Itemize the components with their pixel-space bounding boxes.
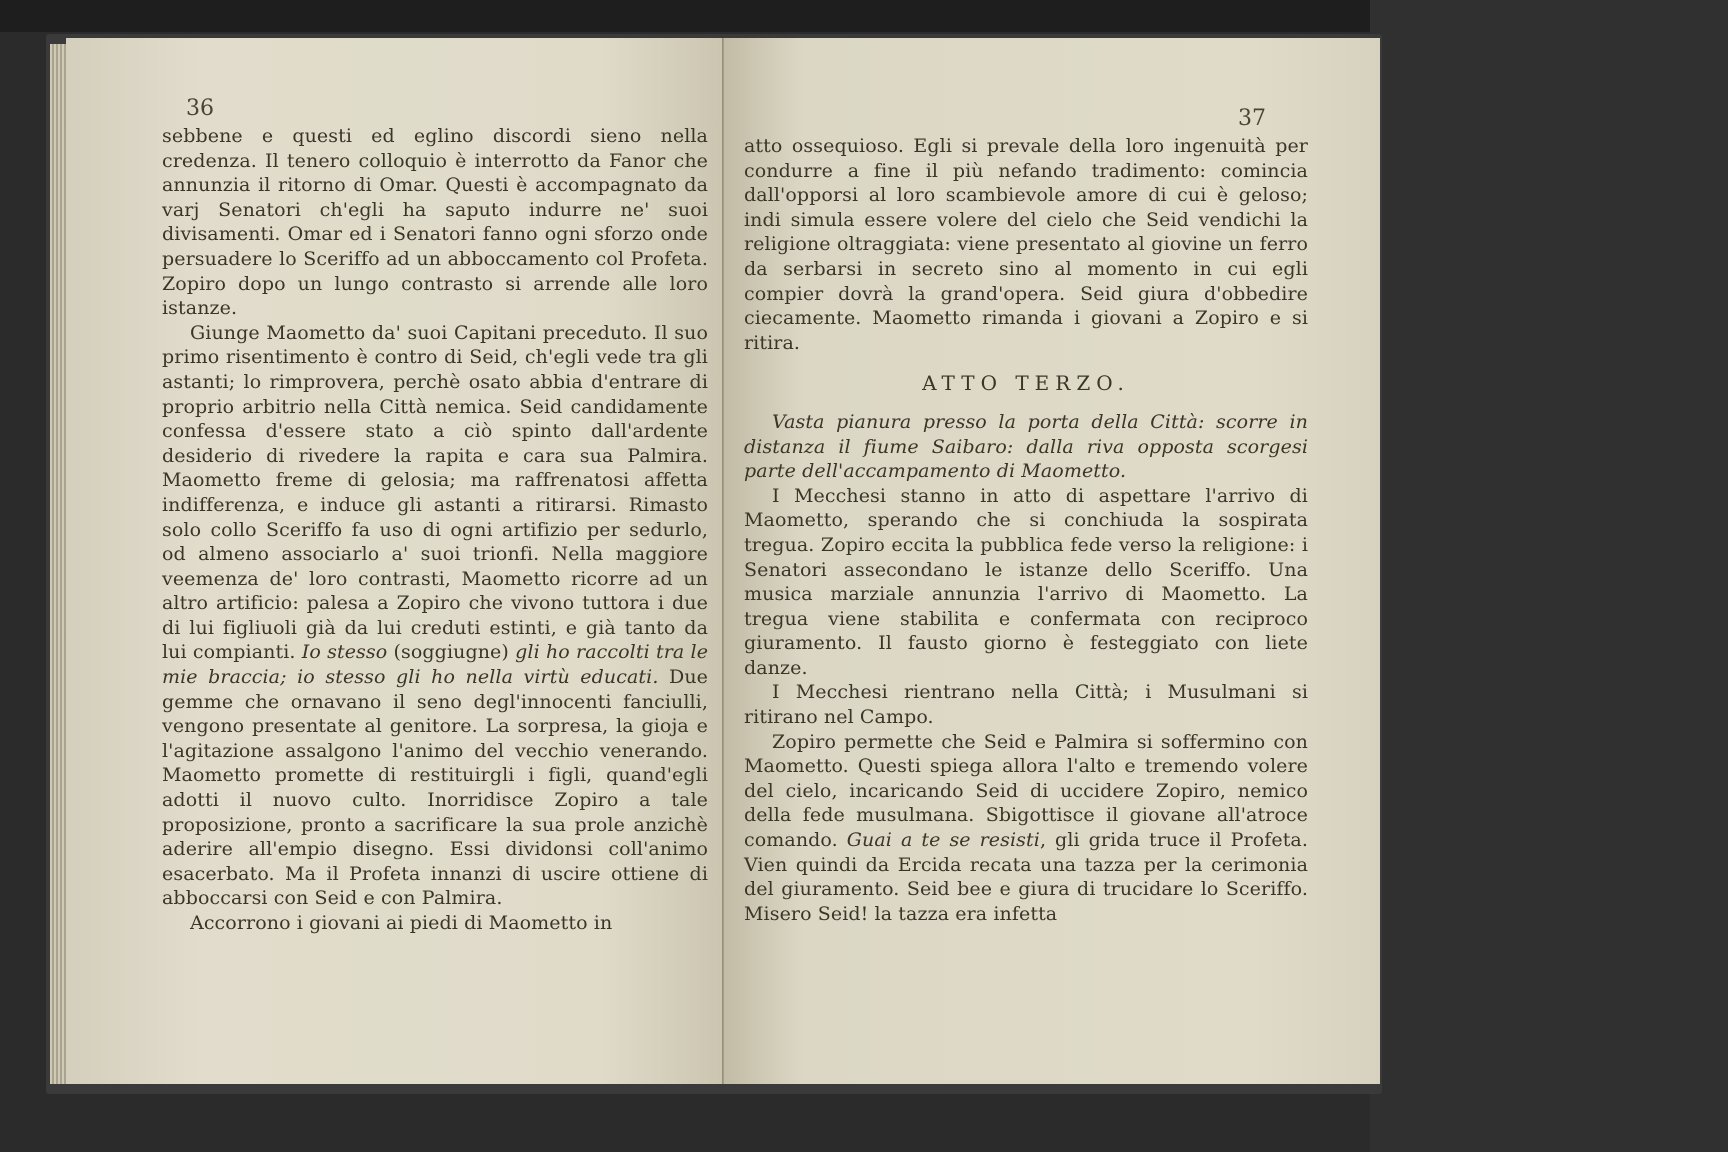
left-paragraph-1: sebbene e questi ed eglino discordi sieno nella credenza. Il tenero colloquio è interrotto da Fanor che annunzia il ritorno di Omar. Questi è accompagnato da varj Senatori ch'egli ha saputo indurre ne' suoi divisamenti. Omar ed i Senatori fanno ogni sforzo onde persuadere lo Sceriffo ad un abboccamento col Profeta. Zopiro dopo un lungo contrasto si arrende alle loro istanze.	[162, 125, 708, 320]
right-paragraph-3: Zopiro permette che Seid e Palmira si soffermino con Maometto. Questi spiega allora l'alto e tremendo volere del cielo, incaricando Seid di uccidere Zopiro, nemico della fede musulmana. Sbigottisce il giovane all'atroce comando. Guai a te se resisti, gli grida truce il Profeta. Vien quindi da Ercida recata una tazza per la cerimonia del giuramento. Seid bee e giura di trucidare lo Sceriffo. Misero Seid! la tazza era infetta	[744, 730, 1308, 925]
italic-quote-a: Io stesso	[301, 641, 388, 664]
right-page-number: 37	[1238, 106, 1266, 131]
italic-quote-b: gli ho raccolti tra le mie braccia; io stesso gli ho nella virtù educati.	[162, 641, 709, 689]
left-page-number: 36	[186, 96, 214, 121]
left-paragraph-3: gemme che ornavano il seno degl'innocenti fanciulli, vengono presentate al genitore. La sorpresa, la gioja e l'agitazione assalgono l'animo del vecchio venerando. Maometto promette di restituirgli i figli, quand'egli adotti il nuovo culto. Inorridisce Zopiro a tale proposizione, pronto a sacrificare la sua prole anzichè aderire all'empio disegno. Essi dividonsi coll'animo esacerbato. Ma il Profeta innanzi di uscire ottiene di abboccarsi con Seid e con Palmira.	[162, 690, 708, 910]
left-page-text	[162, 124, 708, 936]
left-page	[66, 38, 734, 1084]
right-page-text	[744, 134, 1308, 926]
scanner-top-strip	[0, 0, 1370, 32]
after-quote: Due	[668, 666, 708, 689]
right-paragraph-1: I Mecchesi stanno in atto di aspettare l'arrivo di Maometto, sperando che si conchiuda la sospirata tregua. Zopiro eccita la pubblica fede verso la religione: i Senatori assecondano le istanze dello Sceriffo. Una musica marziale annunzia l'arrivo di Maometto. La tregua viene stabilita e confermata con reciproco giuramento. Il fausto giorno è festeggiato con liete danze.	[744, 484, 1308, 679]
scene-description: Vasta pianura presso la porta della Città: scorre in distanza il fiume Saibaro: dalla riva opposta scorgesi parte dell'accampamento di Maometto.	[744, 410, 1308, 483]
italic-threat: Guai a te se resisti	[846, 829, 1040, 852]
act-heading: ATTO TERZO.	[922, 371, 1130, 396]
left-paragraph-4: Accorrono i giovani ai piedi di Maometto in	[190, 912, 613, 934]
scanner-background	[1370, 0, 1728, 1152]
quote-interjection: (soggiugne)	[393, 641, 509, 664]
left-paragraph-2: Giunge Maometto da' suoi Capitani preceduto. Il suo primo risentimento è contro di Seid, ch'egli vede tra gli astanti; lo rimprovera, perchè osato abbia d'entrare di proprio arbitrio nella Città nemica. Seid candidamente confessa d'essere stato a ciò spinto dall'ardente desiderio di rivedere la rapita e cara sua Palmira. Maometto freme di gelosia; ma raffrenatosi affetta indifferenza, e induce gli astanti a ritirarsi. Rimasto solo collo Sceriffo fa uso di ogni artifizio per sedurlo, od almeno associarlo a' suoi trionfi. Nella maggiore veemenza de' loro contrasti, Maometto ricorre ad un altro artificio: palesa a Zopiro che vivono tuttora i due di lui figliuoli già da lui creduti estinti, e già tanto da lui compianti. Io stesso (soggiugne) gli ho raccolti tra le mie braccia; io stesso gli ho nella virtù educati. Due gemme che ornavano il seno degl'innocenti fanciulli, vengono presentate al genitore. La sorpresa, la gioja e l'agitazione assalgono l'animo del vecchio venerando. Maometto promette di restituirgli i figli, quand'egli adotti il nuovo culto. Inorridisce Zopiro a tale proposizione, pronto a sacrificare la sua prole anzichè aderire all'empio disegno. Essi dividonsi coll'animo esacerbato. Ma il Profeta innanzi di uscire ottiene di abboccarsi con Seid e con Palmira.	[162, 321, 709, 910]
right-page	[724, 38, 1380, 1084]
right-intro-paragraph: atto ossequioso. Egli si prevale della loro ingenuità per condurre a fine il più nefando tradimento: comincia dall'opporsi al loro scambievole amore di cui è geloso; indi simula essere volere del cielo che Seid vendichi la religione oltraggiata: viene presentato al giovine un ferro da serbarsi in secreto sino al momento in cui egli compier dovrà la grand'opera. Seid giura d'obbedire ciecamente. Maometto rimanda i giovani a Zopiro e si ritira.	[744, 135, 1308, 354]
right-paragraph-2: I Mecchesi rientrano nella Città; i Musulmani si ritirano nel Campo.	[744, 681, 1308, 729]
